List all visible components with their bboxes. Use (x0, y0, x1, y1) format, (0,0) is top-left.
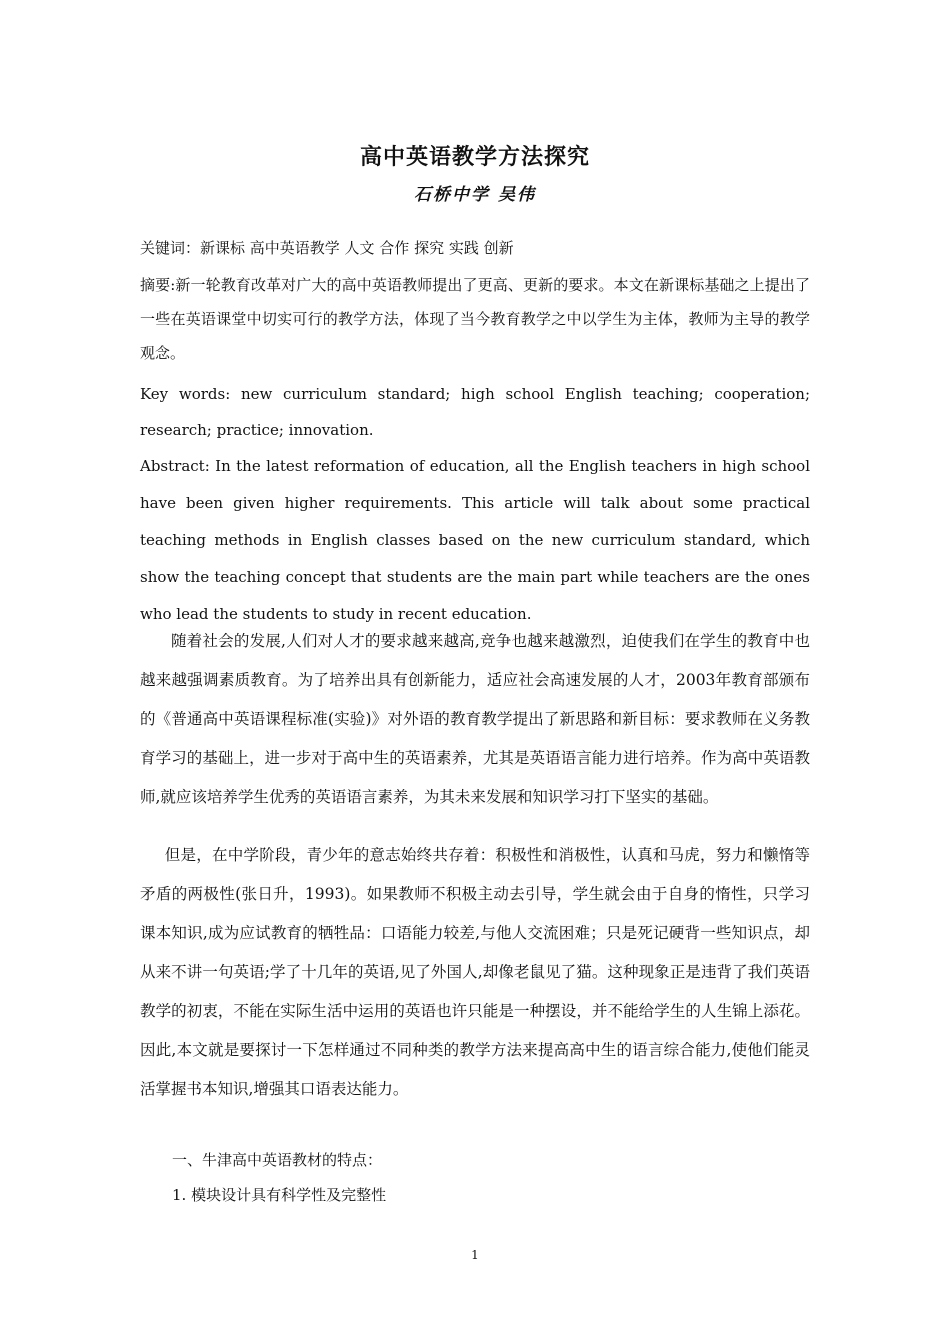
document-title: 高中英语教学方法探究 (359, 145, 590, 170)
section-heading: 一、牛津高中英语教材的特点： (172, 1151, 383, 1169)
body-paragraph-1: 随着社会的发展,人们对人才的要求越来越高,竞争也越来越激烈，迫使我们在学生的教育中也越来越强调素质教育。为了培养出具有创新能力，适应社会高速发展的人才，2003年教育部颁布的《普通高中英语课程标准(实验)》对外语的教育教学提出了新思路和新目标：要求教师在义务教育学习的基础上，进一步对于高中生的英语素养，尤其是英语语言能力进行培养。作为高中英语教师,就应该培养学生优秀的英语语言素养，为其未来发展和知识学习打下坚实的基础。 (140, 632, 810, 806)
page-number: 1 (471, 1248, 479, 1262)
abstract-english: Abstract: In the latest reformation of education, all the English teachers in high school have been given higher requirements. This article will talk about some practical teaching methods in English classes based on the new curriculum standard, which show the teaching concept that students are the main part while teachers are the ones who lead the students to study in recent education. (140, 457, 810, 623)
keywords-chinese: 关键词：新课标 高中英语教学 人文 合作 探究 实践 创新 (140, 239, 514, 257)
author-line: 石桥中学 吴伟 (414, 185, 536, 205)
abstract-chinese: 摘要:新一轮教育改革对广大的高中英语教师提出了更高、更新的要求。本文在新课标基础之上提出了一些在英语课堂中切实可行的教学方法，体现了当今教育教学之中以学生为主体，教师为主导的教学观念。 (140, 276, 810, 362)
keywords-english: Key words: new curriculum standard; high school English teaching; cooperation; research; practice; innovation. (140, 385, 810, 439)
subsection-heading: 1. 模块设计具有科学性及完整性 (172, 1186, 387, 1204)
body-paragraph-2: 但是，在中学阶段，青少年的意志始终共存着：积极性和消极性，认真和马虎，努力和懒惰等矛盾的两极性(张日升，1993)。如果教师不积极主动去引导，学生就会由于自身的惰性，只学习课本知识,成为应试教育的牺牲品：口语能力较差,与他人交流困难；只是死记硬背一些知识点，却从来不讲一句英语;学了十几年的英语,见了外国人,却像老鼠见了猫。这种现象正是违背了我们英语教学的初衷，不能在实际生活中运用的英语也许只能是一种摆设，并不能给学生的人生锦上添花。因此,本文就是要探讨一下怎样通过不同种类的教学方法来提高高中生的语言综合能力,使他们能灵活掌握书本知识,增强其口语表达能力。 (140, 846, 810, 1098)
